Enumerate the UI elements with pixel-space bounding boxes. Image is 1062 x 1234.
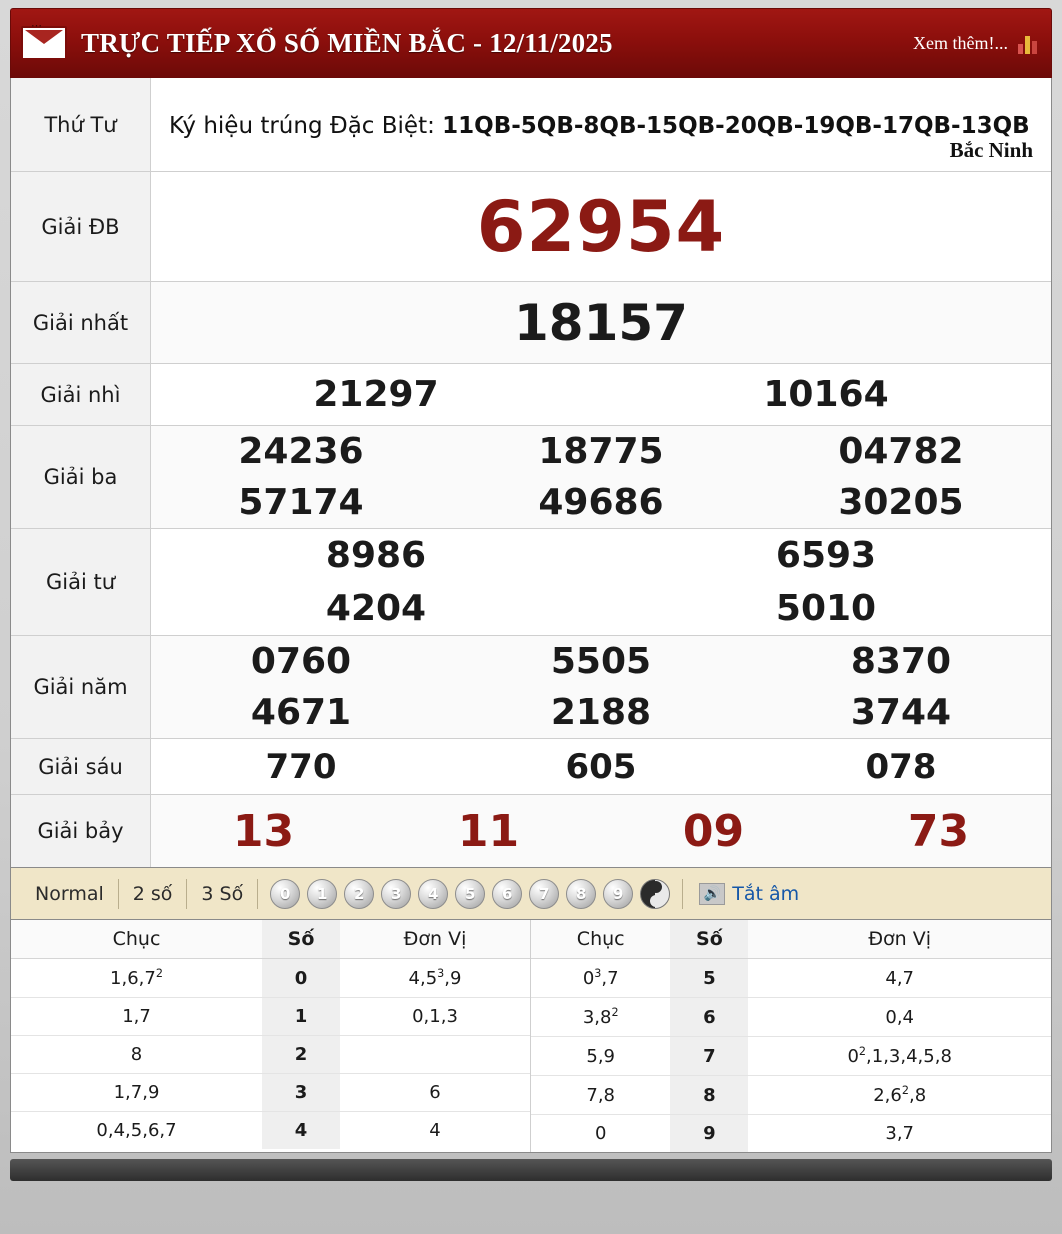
table-row (531, 1076, 1051, 1115)
prize-values-6 (151, 739, 1051, 794)
prize-number: 4204 (325, 588, 427, 629)
prize-number: 57174 (238, 482, 364, 523)
digit-ball[interactable]: 0 (270, 879, 300, 909)
bar-chart-icon[interactable] (1018, 32, 1037, 54)
col-header-number: Số (670, 920, 748, 959)
prize-number: 8370 (850, 641, 952, 682)
mode-two-digit-button[interactable]: 2 số (132, 882, 173, 905)
cell-number: 0 (262, 959, 340, 998)
prize-number: 2188 (550, 692, 652, 733)
speaker-icon[interactable]: 🔊 (699, 883, 725, 905)
prize-number: 5505 (550, 641, 652, 682)
table-row (11, 1036, 530, 1074)
col-header-number: Số (262, 920, 340, 959)
stats-table-left (11, 920, 531, 1152)
see-more-link[interactable]: Xem thêm!... (913, 32, 1008, 53)
table-header-row (531, 920, 1051, 959)
sound-control[interactable] (683, 883, 799, 905)
digit-ball[interactable]: 3 (381, 879, 411, 909)
prize-values-2 (151, 364, 1051, 425)
table-row (11, 1112, 530, 1150)
yin-yang-icon[interactable] (640, 879, 670, 909)
prize-values-db (151, 172, 1051, 281)
prize-number: 24236 (238, 431, 364, 472)
cell-number: 6 (670, 998, 748, 1037)
cell-units: 3,7 (885, 1123, 915, 1144)
row-prize-7 (11, 795, 1051, 867)
table-row (11, 959, 530, 998)
prize-number: 13 (232, 805, 295, 857)
cell-units: 4,7 (748, 959, 1051, 998)
prize-number: 10164 (763, 374, 889, 415)
digit-filter-group (258, 879, 682, 909)
digit-ball[interactable]: 9 (603, 879, 633, 909)
cell-number: 4 (262, 1112, 340, 1150)
prize-label-4: Giải tư (11, 529, 151, 635)
prize-values-3 (151, 426, 1051, 528)
prize-number: 09 (682, 805, 745, 857)
cell-number: 7 (670, 1037, 748, 1076)
prize-label-6: Giải sáu (11, 739, 151, 794)
prize-label-7: Giải bảy (11, 795, 151, 867)
prize-values-7 (151, 795, 1051, 867)
prize-number: 18157 (514, 293, 688, 352)
prize-number: 49686 (538, 482, 664, 523)
cell-number: 5 (670, 959, 748, 998)
cell-tens: 1,7,9 (11, 1074, 262, 1112)
prize-number: 5010 (775, 588, 877, 629)
cell-tens: $3,8^2$ (531, 998, 670, 1037)
cell-tens: 0 (594, 1123, 607, 1144)
row-prize-db (11, 172, 1051, 282)
prize-number: 62954 (476, 185, 726, 268)
special-sign-text (169, 111, 1033, 142)
window-footer-bar (10, 1159, 1052, 1181)
row-prize-2 (11, 364, 1051, 426)
prize-values-1 (151, 282, 1051, 363)
prize-label-1: Giải nhất (11, 282, 151, 363)
prize-number: 18775 (538, 431, 664, 472)
special-sign-caption: Ký hiệu trúng Đặc Biệt: (169, 112, 435, 139)
col-header-units: Đơn Vị (748, 920, 1051, 959)
stats-table-right (531, 920, 1051, 1152)
results-board (10, 78, 1052, 868)
digit-ball[interactable]: 8 (566, 879, 596, 909)
cell-tens: 8 (11, 1036, 262, 1074)
prize-number: 73 (907, 805, 970, 857)
prize-label-3: Giải ba (11, 426, 151, 528)
prize-number: 8986 (325, 535, 427, 576)
cell-units: $2,6^2,8$ (748, 1076, 1051, 1115)
prize-number: 4671 (250, 692, 352, 733)
col-header-tens: Chục (11, 920, 262, 959)
cell-tens: 1,6,7$^2$ (11, 959, 262, 998)
prize-number: 3744 (850, 692, 952, 733)
cell-units (340, 1036, 530, 1074)
weekday-label: Thứ Tư (11, 78, 151, 171)
digit-stats-tables (10, 920, 1052, 1153)
digit-ball[interactable]: 6 (492, 879, 522, 909)
row-prize-4 (11, 529, 1051, 636)
col-header-units: Đơn Vị (340, 920, 530, 959)
mode-normal-button[interactable]: Normal (35, 882, 104, 905)
mode-three-digit-button[interactable]: 3 Số (201, 882, 244, 905)
cell-number: 3 (262, 1074, 340, 1112)
prize-number: 30205 (838, 482, 964, 523)
row-prize-3 (11, 426, 1051, 529)
view-toolbar (10, 868, 1052, 920)
digit-ball[interactable]: 2 (344, 879, 374, 909)
digit-ball[interactable]: 1 (307, 879, 337, 909)
cell-units: 4 (429, 1120, 441, 1141)
cell-tens: $0^3,7$ (531, 959, 670, 998)
cell-units: 0,4 (748, 998, 1051, 1037)
cell-units: $0^2,1,3,4,5,8$ (748, 1037, 1051, 1076)
prize-number: 078 (865, 746, 937, 787)
table-row (531, 959, 1051, 998)
prize-number: 0760 (250, 641, 352, 682)
prize-number: 11 (457, 805, 520, 857)
row-prize-1 (11, 282, 1051, 364)
prize-number: 6593 (775, 535, 877, 576)
table-row (11, 998, 530, 1036)
cell-tens: 5,9 (531, 1037, 670, 1076)
cell-number: 9 (670, 1115, 748, 1153)
prize-label-db: Giải ĐB (11, 172, 151, 281)
page-title: TRỰC TIẾP XỔ SỐ MIỀN BẮC - 12/11/2025 (81, 27, 613, 58)
cell-tens: 7,8 (531, 1076, 670, 1115)
prize-number: 770 (265, 746, 337, 787)
cell-tens: 0,4,5,6,7 (96, 1120, 177, 1141)
cell-units: 0,1,3 (340, 998, 530, 1036)
table-row (11, 1074, 530, 1112)
title-bar (10, 8, 1052, 78)
table-row (531, 998, 1051, 1037)
cell-tens: 1,7 (11, 998, 262, 1036)
cell-number: 8 (670, 1076, 748, 1115)
cell-units: $4,5^3,9$ (340, 959, 530, 998)
header-right-group (913, 32, 1037, 54)
mail-icon (21, 20, 67, 60)
digit-ball[interactable]: 4 (418, 879, 448, 909)
prize-number: 605 (565, 746, 637, 787)
mail-sparkle-icon: ⋯ (31, 20, 43, 32)
row-prize-6 (11, 739, 1051, 795)
prize-values-5 (151, 636, 1051, 738)
special-sign-cell (151, 78, 1051, 171)
row-prize-5 (11, 636, 1051, 739)
table-row (531, 1115, 1051, 1153)
special-sign-codes: 11QB-5QB-8QB-15QB-20QB-19QB-17QB-13QB (442, 112, 1030, 139)
digit-ball[interactable]: 7 (529, 879, 559, 909)
col-header-tens: Chục (531, 920, 670, 959)
row-special-sign (11, 78, 1051, 172)
prize-values-4 (151, 529, 1051, 635)
province-label: Bắc Ninh (949, 138, 1033, 162)
prize-number: 21297 (313, 374, 439, 415)
cell-number: 1 (262, 998, 340, 1036)
prize-label-2: Giải nhì (11, 364, 151, 425)
digit-ball[interactable]: 5 (455, 879, 485, 909)
cell-units: 6 (340, 1074, 530, 1112)
prize-label-5: Giải năm (11, 636, 151, 738)
table-row (531, 1037, 1051, 1076)
mute-label[interactable]: Tắt âm (732, 882, 800, 905)
cell-number: 2 (262, 1036, 340, 1074)
table-header-row (11, 920, 530, 959)
prize-number: 04782 (838, 431, 964, 472)
